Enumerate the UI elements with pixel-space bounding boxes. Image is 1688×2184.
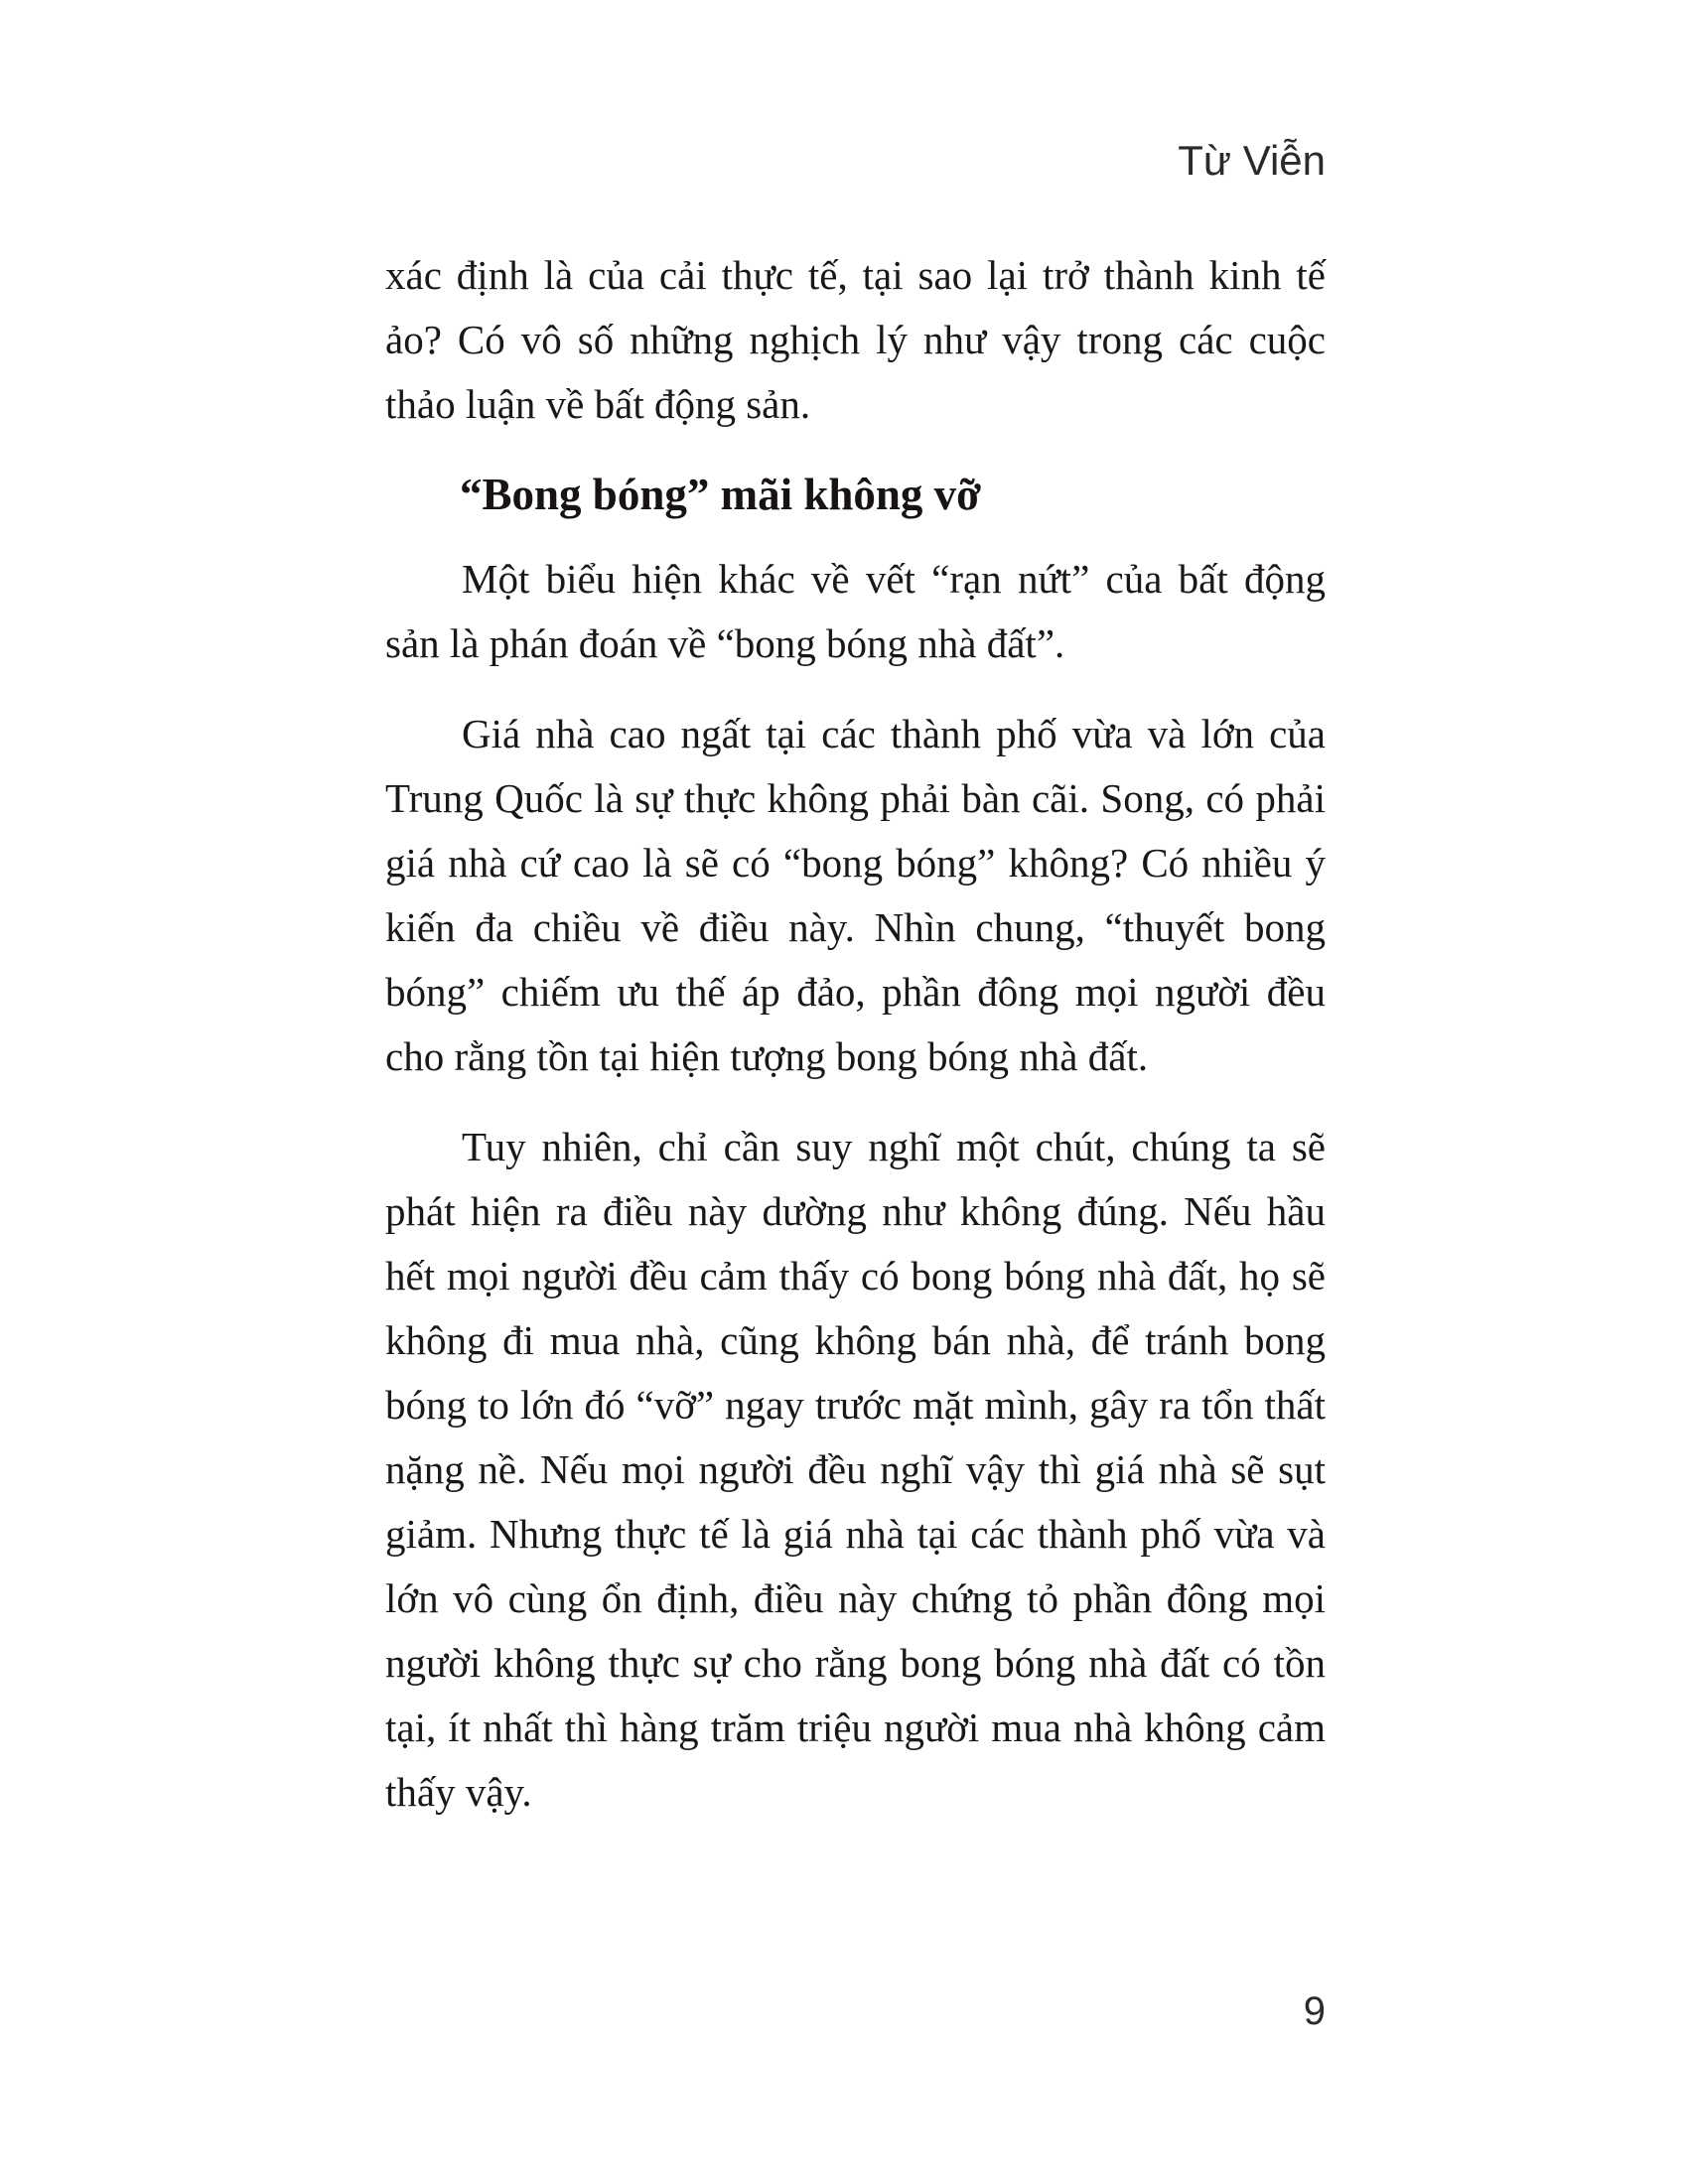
running-header-title: Từ Viễn: [1178, 137, 1326, 184]
page-number: 9: [1303, 1989, 1326, 2033]
paragraph: Một biểu hiện khác về vết “rạn nứt” của bất động sản là phán đoán về “bong bóng nhà đất”.: [385, 556, 1326, 666]
section-heading: “Bong bóng” mãi không vỡ: [460, 470, 982, 519]
paragraph-continuation: xác định là của cải thực tế, tại sao lại trở thành kinh tế ảo? Có vô số những nghịch lý như vậy trong các cuộc thảo luận về bất động sản.: [385, 252, 1326, 427]
page-body: [385, 243, 1326, 1850]
paragraph: Tuy nhiên, chỉ cần suy nghĩ một chút, chúng ta sẽ phát hiện ra điều này dường như không đúng. Nếu hầu hết mọi người đều cảm thấy có bong bóng nhà đất, họ sẽ không đi mua nhà, cũng không bán nhà, để tránh bong bóng to lớn đó “vỡ” ngay trước mặt mình, gây ra tổn thất nặng nề. Nếu mọi người đều nghĩ vậy thì giá nhà sẽ sụt giảm. Nhưng thực tế là giá nhà tại các thành phố vừa và lớn vô cùng ổn định, điều này chứng tỏ phần đông mọi người không thực sự cho rằng bong bóng nhà đất có tồn tại, ít nhất thì hàng trăm triệu người mua nhà không cảm thấy vậy.: [385, 1124, 1326, 1815]
paragraph: Giá nhà cao ngất tại các thành phố vừa và lớn của Trung Quốc là sự thực không phải bàn cãi. Song, có phải giá nhà cứ cao là sẽ có “bong bóng” không? Có nhiều ý kiến đa chiều về điều này. Nhìn chung, “thuyết bong bóng” chiếm ưu thế áp đảo, phần đông mọi người đều cho rằng tồn tại hiện tượng bong bóng nhà đất.: [385, 711, 1326, 1079]
running-header: [385, 137, 1326, 184]
